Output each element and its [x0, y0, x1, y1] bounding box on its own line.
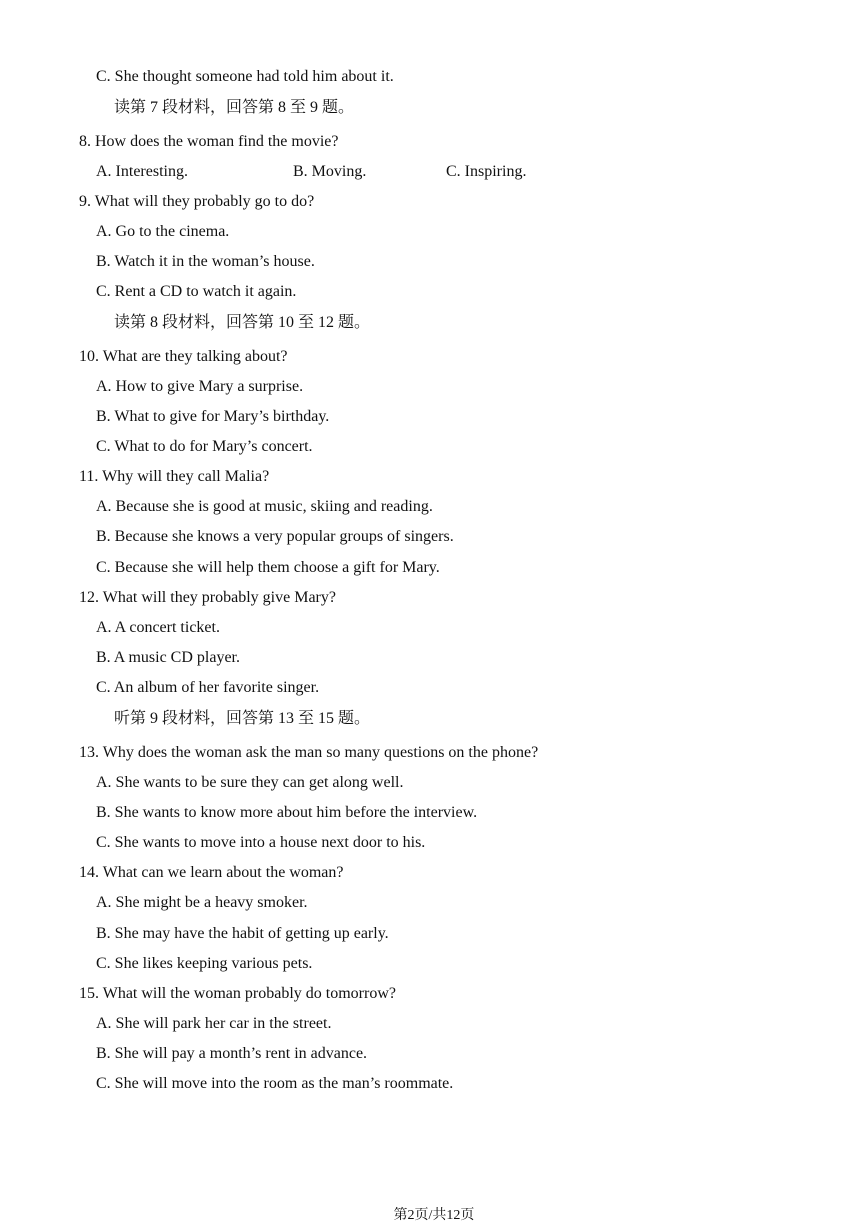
q10-option-b: B. What to give for Mary’s birthday. — [96, 408, 330, 425]
q14-option-a: A. She might be a heavy smoker. — [96, 894, 308, 911]
question-11: 11. Why will they call Malia? — [79, 468, 270, 485]
q13-option-b: B. She wants to know more about him before the interview. — [96, 804, 478, 821]
q15-option-a: A. She will park her car in the street. — [96, 1015, 332, 1032]
q14-option-b: B. She may have the habit of getting up early. — [96, 925, 389, 942]
q13-option-a: A. She wants to be sure they can get along well. — [96, 774, 404, 791]
question-13: 13. Why does the woman ask the man so many questions on the phone? — [79, 744, 539, 761]
question-9: 9. What will they probably go to do? — [79, 193, 315, 210]
q12-option-c: C. An album of her favorite singer. — [96, 679, 320, 696]
q9-option-b: B. Watch it in the woman’s house. — [96, 253, 315, 270]
q15-option-c: C. She will move into the room as the man’s roommate. — [96, 1075, 454, 1092]
q13-option-c: C. She wants to move into a house next door to his. — [96, 834, 426, 851]
page-number: 第2页/共12页 — [393, 1208, 475, 1223]
q11-option-b: B. Because she knows a very popular groups of singers. — [96, 528, 454, 545]
q8-options-row — [0, 162, 868, 182]
q11-option-a: A. Because she is good at music, skiing and reading. — [96, 498, 433, 515]
q12-option-b: B. A music CD player. — [96, 649, 240, 666]
question-10: 10. What are they talking about? — [79, 348, 288, 365]
q8-option-c: C. Inspiring. — [446, 163, 527, 180]
q15-option-b: B. She will pay a month’s rent in advance. — [96, 1045, 368, 1062]
question-8: 8. How does the woman find the movie? — [79, 133, 339, 150]
q11-option-c: C. Because she will help them choose a gift for Mary. — [96, 559, 440, 576]
section-instruction-7: 读第 7 段材料，回答第 8 至 9 题。 — [114, 99, 355, 116]
question-15: 15. What will the woman probably do tomorrow? — [79, 985, 396, 1002]
q12-option-a: A. A concert ticket. — [96, 619, 220, 636]
q14-option-c: C. She likes keeping various pets. — [96, 955, 313, 972]
question-14: 14. What can we learn about the woman? — [79, 864, 344, 881]
section-instruction-8: 读第 8 段材料，回答第 10 至 12 题。 — [114, 314, 371, 331]
q7-option-c: C. She thought someone had told him about it. — [96, 68, 394, 85]
question-12: 12. What will they probably give Mary? — [79, 589, 336, 606]
section-instruction-9: 听第 9 段材料，回答第 13 至 15 题。 — [114, 710, 371, 727]
q10-option-a: A. How to give Mary a surprise. — [96, 378, 304, 395]
q10-option-c: C. What to do for Mary’s concert. — [96, 438, 313, 455]
q8-option-a: A. Interesting. — [96, 163, 188, 180]
q8-option-b: B. Moving. — [293, 163, 367, 180]
q9-option-c: C. Rent a CD to watch it again. — [96, 283, 297, 300]
q9-option-a: A. Go to the cinema. — [96, 223, 230, 240]
